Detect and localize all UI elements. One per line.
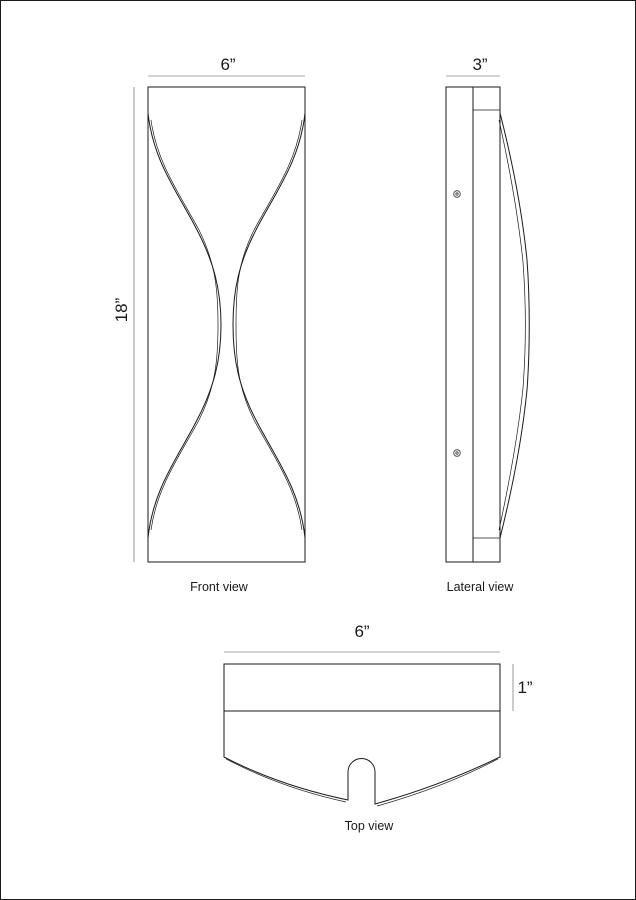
top-view: [224, 622, 533, 833]
lateral-screw-top-center: [456, 193, 458, 195]
lateral-shade-profile-inner: [499, 120, 525, 530]
lateral-view-caption: Lateral view: [446, 580, 514, 594]
front-panel-outline: [148, 87, 305, 562]
front-left-curve-inner: [151, 120, 218, 530]
front-left-curve: [148, 113, 221, 538]
top-view-caption: Top view: [344, 819, 394, 833]
lateral-shade-profile: [500, 113, 529, 538]
front-view-caption: Front view: [190, 580, 248, 594]
page-border: [1, 1, 636, 900]
front-view: [112, 55, 305, 594]
lateral-depth-label: 3”: [472, 55, 488, 74]
top-thickness-label: 1”: [517, 678, 533, 697]
front-height-label: 18”: [112, 297, 131, 323]
front-right-curve: [233, 113, 305, 538]
top-shade-inner-edge: [226, 759, 498, 806]
front-width-label: 6”: [220, 55, 236, 74]
top-width-label: 6”: [354, 622, 370, 641]
top-shade-outline: [224, 711, 500, 804]
front-right-curve-inner: [236, 120, 302, 530]
top-wall-plate: [224, 664, 500, 711]
lateral-screw-bottom-center: [456, 452, 458, 454]
lateral-wall-plate: [446, 87, 473, 562]
lateral-body: [473, 87, 500, 562]
lateral-view: [446, 55, 529, 594]
